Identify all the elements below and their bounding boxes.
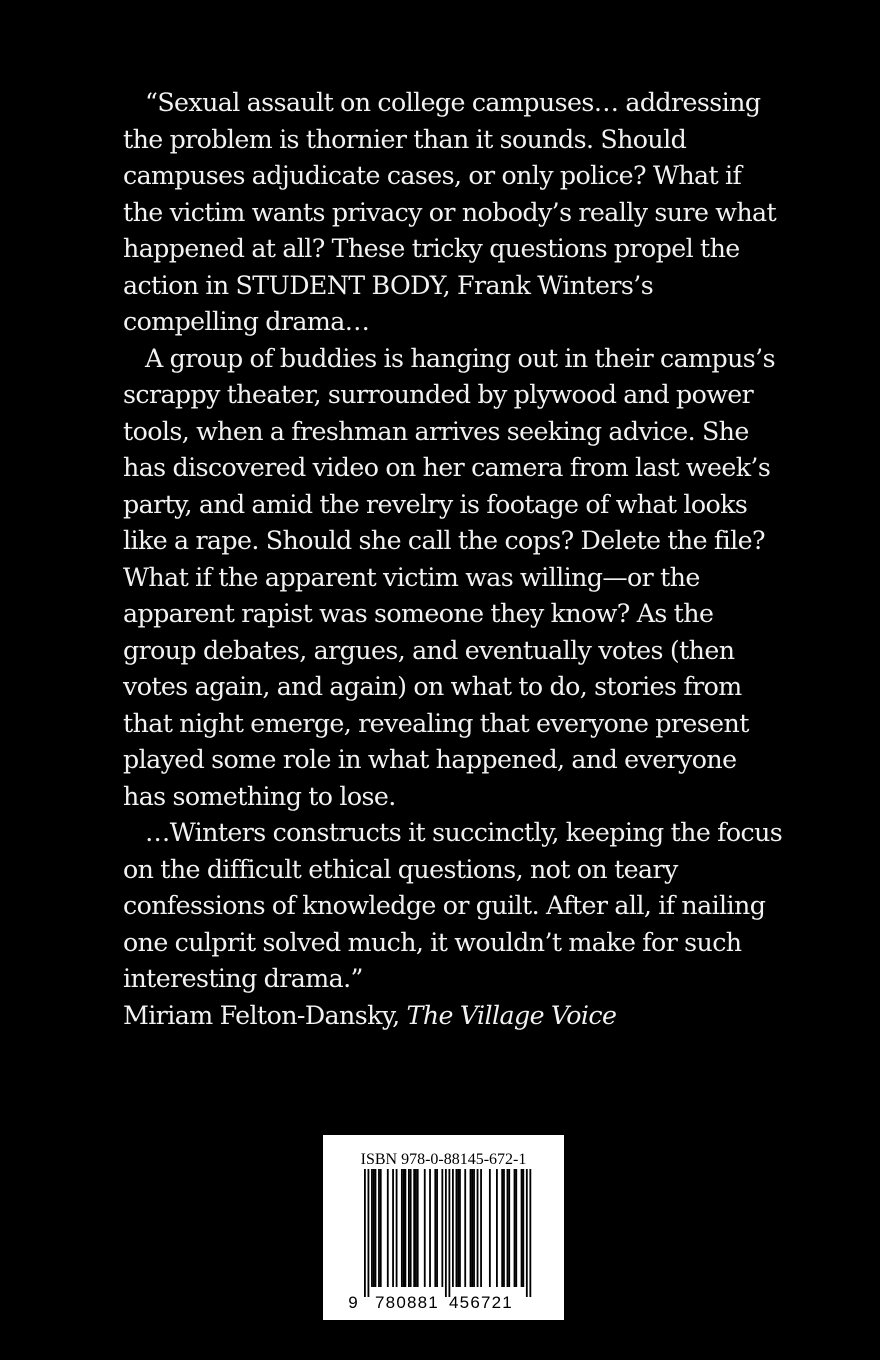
barcode-bar <box>387 1169 389 1287</box>
attribution-publication: The Village Voice <box>406 1000 617 1030</box>
barcode-bar <box>364 1169 366 1297</box>
barcode-bar <box>404 1169 406 1287</box>
barcode-bar <box>375 1169 377 1287</box>
barcode-bar <box>514 1169 516 1287</box>
blurb-text-block <box>123 85 783 1034</box>
barcode-bar <box>507 1169 509 1287</box>
barcode-bar <box>434 1169 436 1287</box>
barcode-bars <box>364 1169 531 1297</box>
barcode-bar <box>470 1169 472 1287</box>
barcode-bar <box>529 1169 531 1297</box>
barcode-bar <box>457 1169 459 1287</box>
blurb-paragraph-3: …Winters constructs it succinctly, keeping the focus on the difficult ethical questions, not on teary confessions of knowledge or guilt. After all, if nailing one culprit solved much, it wouldn’t make for such interesting drama.” <box>123 818 783 993</box>
blurb-attribution <box>123 998 783 1035</box>
barcode-bar <box>380 1169 382 1287</box>
barcode-bar <box>441 1169 443 1287</box>
attribution-author: Miriam Felton-Dansky, <box>123 1000 400 1030</box>
barcode-box <box>323 1135 564 1320</box>
barcode-bar <box>526 1169 528 1297</box>
barcode-bar <box>373 1169 375 1287</box>
barcode-first-digit: 9 <box>348 1293 358 1312</box>
barcode-bar <box>368 1169 370 1297</box>
barcode-left-digits: 780881 <box>375 1293 439 1312</box>
isbn-label: ISBN 978-0-88145-672-1 <box>360 1151 527 1168</box>
barcode-bar <box>413 1169 415 1287</box>
barcode-bar <box>522 1169 524 1287</box>
barcode-bar <box>403 1169 405 1287</box>
barcode-bar <box>515 1169 517 1287</box>
barcode-bar <box>489 1169 491 1287</box>
barcode-bar <box>496 1169 498 1287</box>
barcode-bar <box>424 1169 426 1287</box>
barcode-bar <box>445 1169 447 1297</box>
barcode-bar <box>459 1169 461 1287</box>
barcode-graphic <box>323 1135 564 1320</box>
barcode-bar <box>378 1169 380 1287</box>
blurb-paragraph-2: A group of buddies is hanging out in their campus’s scrappy theater, surrounded by plywood and power tools, when a freshman arrives seeking advice. She has discovered video on her camera from last week’s party, and amid the revelry is footage of what looks like a rape. Should she call the cops? Delete the file? What if the apparent victim was willing—or the apparent rapist was someone they know? As the group debates, argues, and eventually votes (then votes again, and again) on what to do, stories from that night emerge, revealing that everyone present played some role in what happened, and everyone has something to lose. <box>123 343 775 811</box>
barcode-bar <box>452 1169 454 1287</box>
barcode-bar <box>448 1169 450 1297</box>
barcode-bar <box>521 1169 523 1287</box>
barcode-bar <box>436 1169 438 1287</box>
barcode-bar <box>396 1169 398 1287</box>
barcode-right-digits: 456721 <box>449 1293 513 1312</box>
blurb-paragraph-1: “Sexual assault on college campuses… addressing the problem is thornier than it sounds. Should campuses adjudicate cases, or only police? What if the victim wants privacy or nobody’s really sure what happened at all? These tricky questions propel the action in STUDENT BODY, Frank Winters’s compelling drama… <box>123 88 777 336</box>
barcode-bar <box>501 1169 503 1287</box>
barcode-bar <box>456 1169 458 1287</box>
barcode-bar <box>417 1169 419 1287</box>
barcode-bar <box>401 1169 403 1287</box>
barcode-bar <box>464 1169 466 1287</box>
barcode-bar <box>477 1169 479 1287</box>
barcode-bar <box>471 1169 473 1287</box>
barcode-bar <box>503 1169 505 1287</box>
barcode-bar <box>429 1169 431 1287</box>
barcode-bar <box>410 1169 412 1287</box>
barcode-bar <box>371 1169 373 1287</box>
barcode-bar <box>415 1169 417 1287</box>
barcode-bar <box>508 1169 510 1287</box>
barcode-bar <box>392 1169 394 1287</box>
barcode-bar <box>473 1169 475 1287</box>
barcode-bar <box>408 1169 410 1287</box>
barcode-bar <box>480 1169 482 1287</box>
